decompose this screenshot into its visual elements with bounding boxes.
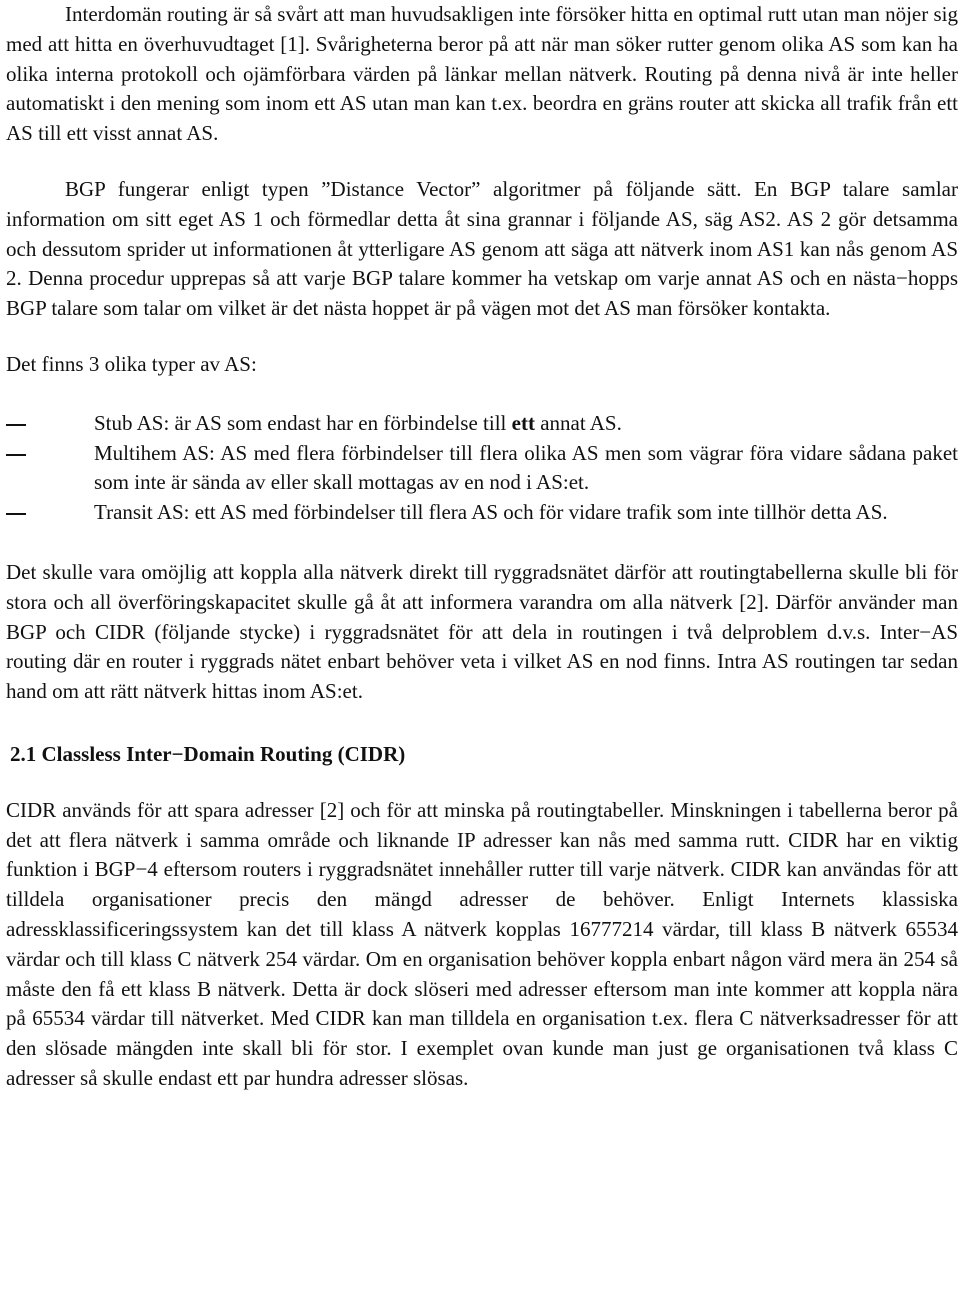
paragraph-gap [6, 770, 958, 796]
multihem-text: Multihem AS: AS med flera förbindelser till flera olika AS men som vägrar föra vidare sådana paket som inte är sända av eller skall mottagas av en nod i AS:et. [94, 440, 958, 495]
as-types-list [6, 409, 958, 528]
list-item-multihem-as [6, 439, 958, 499]
paragraph-bgp-distance-vector: BGP fungerar enligt typen ”Distance Vector” algoritmer på följande sätt. En BGP talare samlar information om sitt eget AS 1 och förmedlar detta åt sina grannar i följande AS, säg AS2. AS 2 gör detsamma och dessutom sprider ut informationen åt ytterligare AS genom att säga att nätverk inom AS1 kan nås genom AS 2. Denna procedur upprepas så att varje BGP talare kommer ha vetskap om varje annat AS och en nästa−hopps BGP talare som talar om vilket är det nästa hoppet är på vägen mot det AS man försöker kontakta. [6, 176, 958, 321]
list-item-transit-as [6, 498, 958, 528]
stub-emphasis: ett [511, 410, 535, 435]
list-gap [6, 380, 958, 409]
stub-text: Stub AS: är AS som endast har en förbindelse till [94, 410, 512, 435]
paragraph-interdomain-routing: Interdomän routing är så svårt att man huvudsakligen inte försöker hitta en optimal rutt utan man nöjer sig med att hitta en överhuvudtaget [1]. Svårigheterna beror på att när man söker rutter genom olika AS som kan ha olika interna protokoll och ojämförbara värden på länkar mellan nätverk. Routing på denna nivå är inte heller automatiskt i den mening som inom ett AS utan man kan t.ex. beordra en gräns router att skicka all trafik från ett AS till ett visst annat AS. [6, 2, 958, 146]
list-item-stub-as [6, 409, 958, 439]
paragraph-as-types-intro: Det finns 3 olika typer av AS: [6, 351, 257, 376]
transit-text: Transit AS: ett AS med förbindelser till flera AS och för vidare trafik som inte tillhör detta AS. [94, 500, 888, 525]
heading-gap [6, 707, 958, 740]
paragraph-cidr: CIDR används för att spara adresser [2] och för att minska på routingtabeller. Minskningen i tabellerna beror på det att flera nätverk i samma område och liknande IP adresser kan nås med samma rutt. CIDR har en viktig funktion i BGP−4 eftersom routers i ryggradsnätet innehåller rutter till varje nätverk. CIDR kan användas för att tilldela organisationer precis den mängd adresser de behöver. Enligt Internets klassiska adressklassificeringssystem kan det till klass A nätverk kopplas 16777214 värdar, till klass B nätverk 65534 värdar och till klass C nätverk 254 värdar. Om en organisation behöver koppla enbart någon värd mera än 254 så måste den få ett klass B nätverk. Detta är dock slöseri med adresser eftersom man inte kommer att koppla nära på 65534 värdar till nätverket. Med CIDR kan man tilldela en organisation t.ex. flera C nätverksadresser för att den slösade mängden inte skall bli för stor. I exemplet ovan kunde man just ge organisationen två klass C adresser så skulle endast ett par hundra adresser slösas. [6, 797, 958, 1090]
stub-text-end: annat AS. [534, 410, 622, 435]
section-heading-cidr: 2.1 Classless Inter−Domain Routing (CIDR) [10, 741, 406, 766]
paragraph-gap [6, 149, 958, 175]
paragraph-gap [6, 324, 958, 350]
document-page [6, 0, 958, 1094]
paragraph-gap [6, 528, 958, 558]
paragraph-backbone-routing: Det skulle vara omöjlig att koppla alla nätverk direkt till ryggradsnätet därför att routingtabellerna skulle bli för stora och all överföringskapacitet skulle gå åt att informera varandra om alla nätverk [2]. Därför använder man BGP och CIDR (följande stycke) i ryggradsnätet för att dela in routingen i två delproblem d.v.s. Inter−AS routing där en router i ryggrads nätet enbart behöver veta i vilket AS en nod finns. Intra AS routingen tar sedan hand om att rätt nätverk hittas inom AS:et. [6, 559, 958, 704]
